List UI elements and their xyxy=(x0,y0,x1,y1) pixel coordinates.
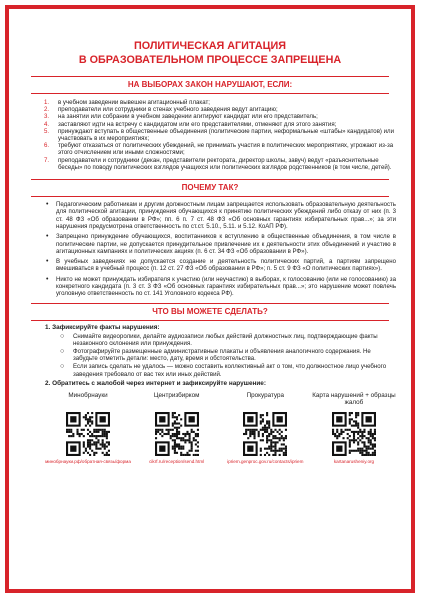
list-item: ○ Фотографируйте размещенные административные плакаты и объявления аналогичного содержания. Не забудьте отметить детали: место, дату, время и обстоятельства. xyxy=(60,348,371,363)
list-item: 3. на занятии или собрании в учебном заведении агитируют кандидат или его представитель; xyxy=(44,113,318,121)
list-item: 7. преподаватели и сотрудники (декан, представители ректората, директор школы, завуч) ведут «разъяснительные беседы» по поводу политических взглядов учащихся или политических взглядов родственников (в том числе, детей). xyxy=(44,156,392,171)
what-heading: ЧТО ВЫ МОЖЕТЕ СДЕЛАТЬ? xyxy=(152,306,268,316)
contact-link[interactable]: cikrf.ru/reception/send.html xyxy=(149,458,205,464)
list-item: • В учебных заведениях не допускается создание и деятельность политических партий, а партиям запрещено вмешиваться в учебный процесс (п. 12 ст. 27 ФЗ «Об образовании в РФ»; п. 5 ст. 9 ФЗ «О политических партиях»). xyxy=(46,258,396,273)
qr-code-icon[interactable] xyxy=(66,412,110,456)
list-item: • Запрещено принуждение обучающихся, воспитанников к вступлению в общественные объединения, в том числе в политические партии, не допускается принудительное привлечение их к деятельности этих объединений и участию в агитационных кампаниях и политических акциях (п. 6 ст. 34 ФЗ «Об образовании в РФ»). xyxy=(46,233,396,255)
step-1-title: 1. Зафиксируйте факты нарушения: xyxy=(45,323,160,331)
poster-frame xyxy=(5,5,415,593)
contact-violations-map xyxy=(311,392,397,465)
contact-minobrnauki xyxy=(45,392,131,465)
list-item: 6. требуют отказаться от политических убеждений, не принимать участия в политических мероприятиях, угрожают из-за этого отчислением или иными сложностями; xyxy=(44,142,394,157)
why-heading: ПОЧЕМУ ТАК? xyxy=(181,183,239,193)
title-line-1: ПОЛИТИЧЕСКАЯ АГИТАЦИЯ xyxy=(133,40,287,52)
qr-code-icon[interactable] xyxy=(243,412,287,456)
divider xyxy=(31,93,389,94)
list-item: 2. преподаватели или сотрудники в стенах учебного заведения ведут агитацию; xyxy=(44,106,278,114)
contact-cik xyxy=(134,392,220,465)
list-item: 5. принуждают вступать в общественные объединения (политические партии, неформальные «штабы» кандидатов) или участвовать в их мероприятиях; xyxy=(44,127,395,143)
contact-link[interactable]: kartanarusheniy.org xyxy=(333,458,375,464)
list-item: ○ Снимайте видеоролики, делайте аудиозаписи любых действий должностных лиц, подтверждающие факты незаконного склонения или принуждения. xyxy=(60,332,378,347)
page-title xyxy=(9,39,411,67)
divider xyxy=(31,320,389,321)
contact-link[interactable]: минобрнауки.рф/обратная-связь/форма xyxy=(45,458,131,464)
contacts-row xyxy=(45,392,397,465)
qr-code-icon[interactable] xyxy=(332,412,376,456)
violations-list xyxy=(44,99,394,171)
contact-name: Центризбирком xyxy=(153,391,200,399)
step-2-title: 2. Обратитесь с жалобой через интернет и зафиксируйте нарушение: xyxy=(45,379,266,387)
why-list xyxy=(44,201,396,298)
step-1-list xyxy=(59,333,389,378)
contact-link[interactable]: ipriem.genproc.gov.ru/contacts/ipriem xyxy=(227,458,304,464)
contact-name: Минобрнауки xyxy=(68,391,108,399)
list-item: 4. заставляют идти на встречу с кандидатом или его представителями, отменяют для этого занятия; xyxy=(44,120,337,128)
list-item: ○ Если запись сделать не удалось — можно составить коллективный акт о том, что должностное лицо учебного заведения требовало от вас тех или иных действий. xyxy=(60,363,387,378)
divider xyxy=(31,179,389,180)
violations-heading: НА ВЫБОРАХ ЗАКОН НАРУШАЮТ, ЕСЛИ: xyxy=(127,80,293,89)
what-section xyxy=(45,324,395,388)
title-line-2: В ОБРАЗОВАТЕЛЬНОМ ПРОЦЕССЕ ЗАПРЕЩЕНА xyxy=(78,54,342,66)
qr-code-icon[interactable] xyxy=(155,412,199,456)
contact-name: Прокуратура xyxy=(246,391,284,399)
contact-name: Карта нарушений + образцы жалоб xyxy=(312,391,396,406)
divider xyxy=(31,196,389,197)
divider xyxy=(31,76,389,77)
divider xyxy=(31,303,389,304)
list-item: • Педагогическим работникам и другим должностным лицам запрещается использовать образовательную деятельность для политической агитации, принуждения обучающихся к принятию политических убеждений либо отказу от них (п. 3 ст. 48 ФЗ «Об образовании в РФ»; пп. 6 п. 7 ст. 48 ФЗ «Об основных гарантиях избирательных прав...»; за эти нарушения предусмотрена ответственность по ст.ст. 5.10., 5.11. и 5.12. КоАП РФ). xyxy=(46,201,396,230)
contact-prosecutor xyxy=(222,392,308,465)
list-item: • Никто не может принуждать избирателя к участию (или неучастию) в выборах, к голосованию (или не голосованию) за конкретного кандидата (п. 3 ст. 3 ФЗ «Об основных гарантиях избирательных прав...»; это нарушение может повлечь уголовную ответственность по ст. 141 Уголовного кодекса РФ). xyxy=(46,275,396,298)
list-item: 1. в учебном заведении вывешен агитационный плакат; xyxy=(44,99,210,106)
